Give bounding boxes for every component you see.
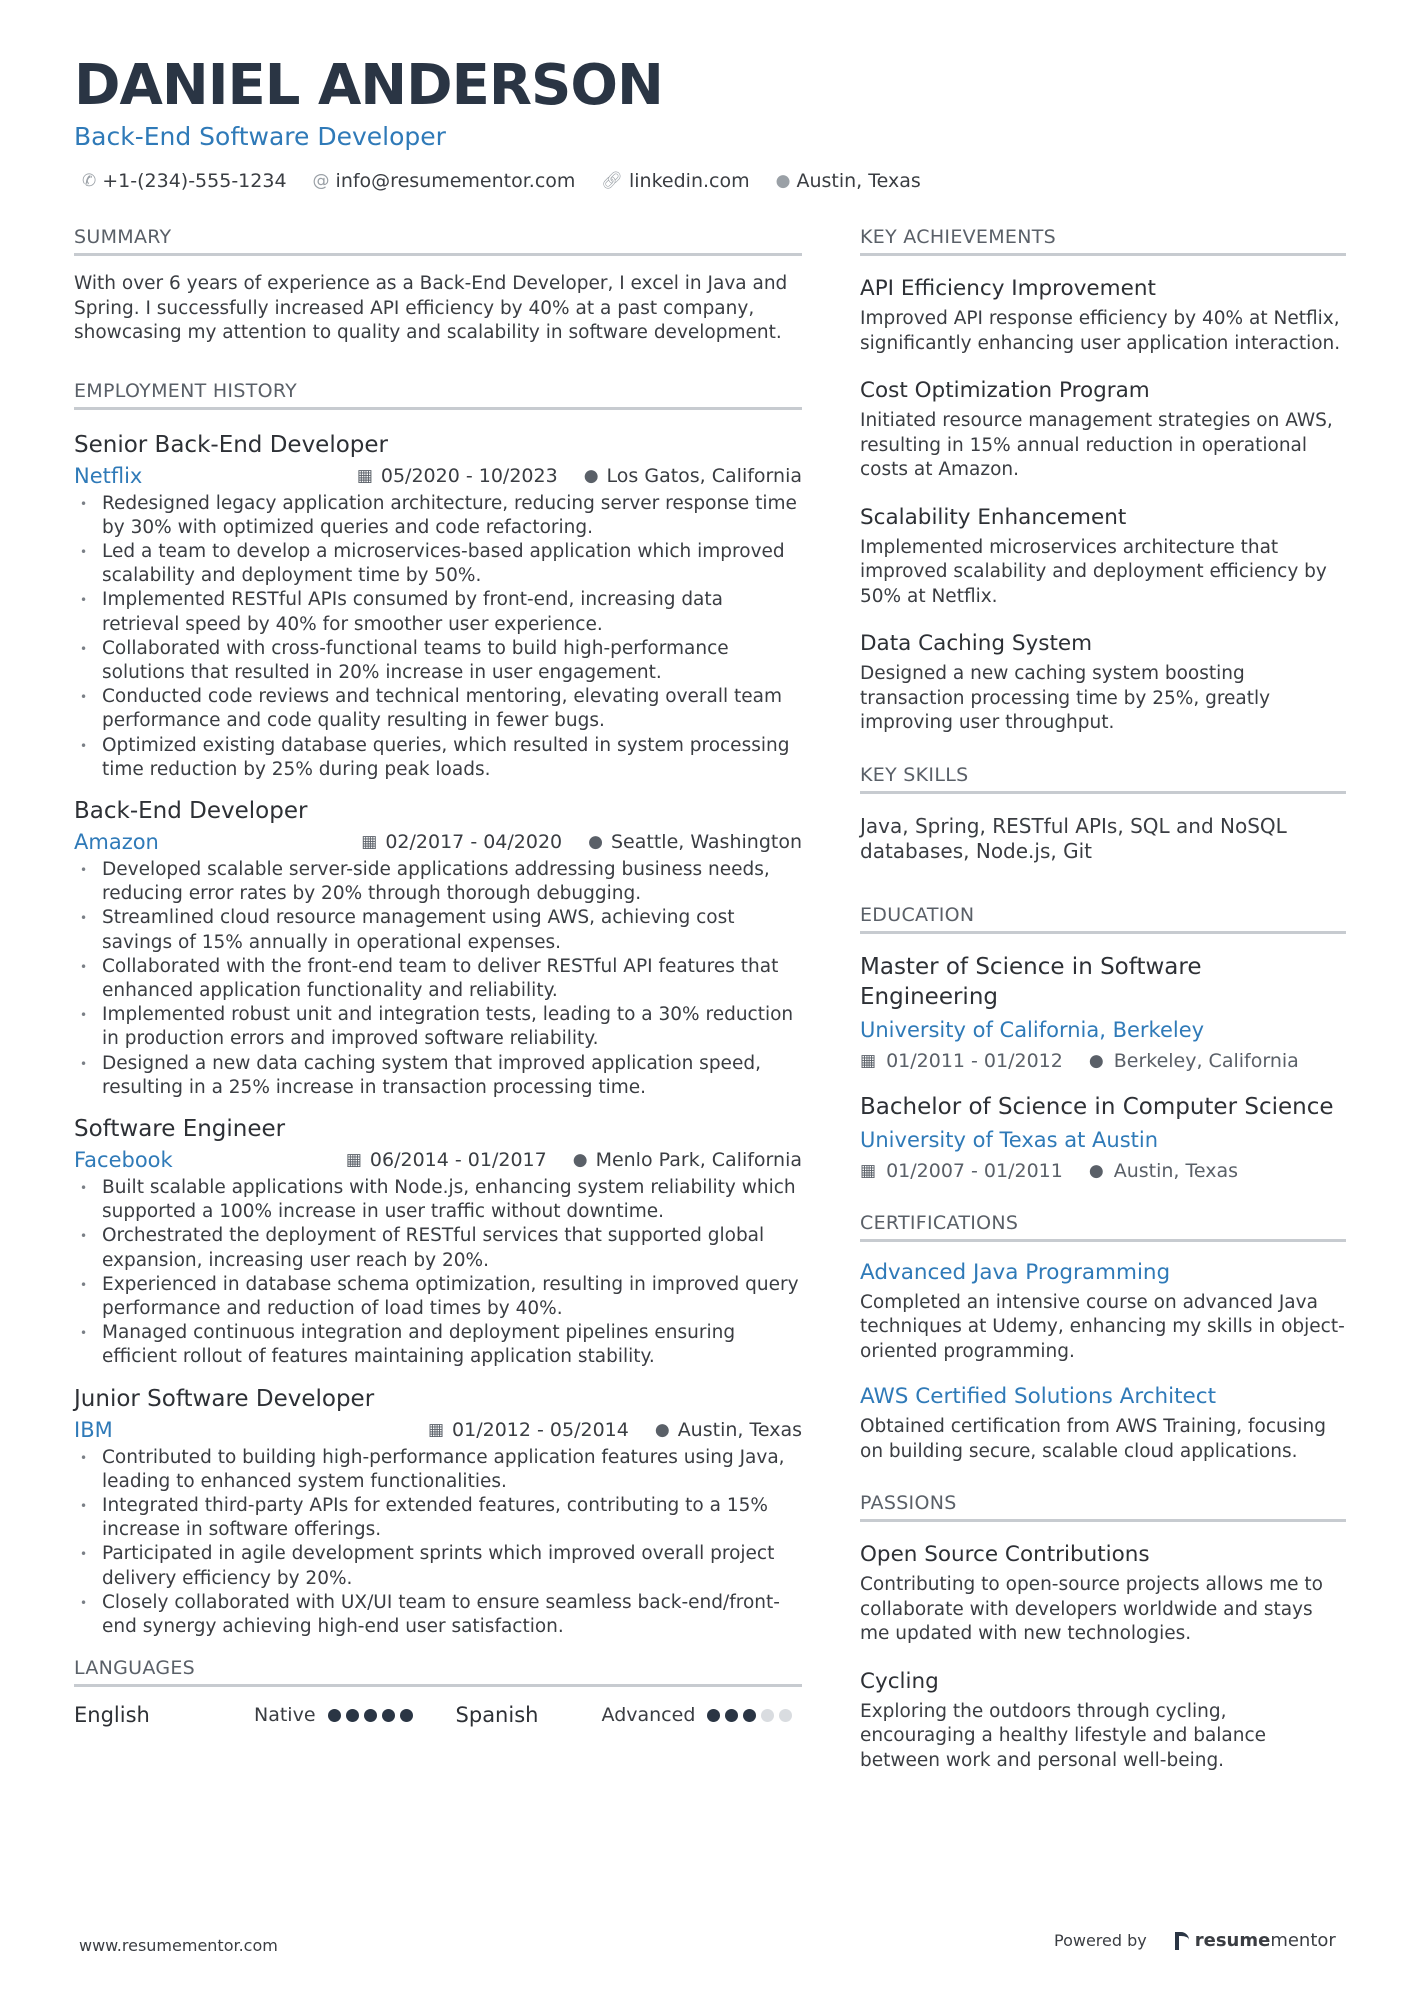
list-item: • Led a team to develop a microservices-based application which improved scalability and deployment time by 50%. (74, 540, 802, 588)
certification-item (860, 1384, 1346, 1464)
passion-title: Open Source Contributions (860, 1542, 1150, 1567)
job-entry (74, 1114, 802, 1370)
section-title: EDUCATION (860, 904, 1346, 934)
contact-linkedin[interactable] (601, 170, 749, 192)
rating-dot (761, 1709, 774, 1722)
achievement-title: API Efficiency Improvement (860, 276, 1156, 301)
language-level: Native (254, 1704, 316, 1727)
contact-bar (82, 170, 947, 192)
calendar-icon: ▦ (860, 1160, 877, 1181)
brand-rest: mentor (1270, 1930, 1336, 1951)
location-icon: ● (572, 1149, 588, 1170)
section-title: KEY SKILLS (860, 764, 1346, 794)
education-item (860, 952, 1346, 1072)
list-item: • Contributed to building high-performance application features using Java, leading to enhanced system functionalities. (74, 1446, 802, 1494)
achievement-text: Improved API response efficiency by 40% at Netflix, significantly enhancing user application interaction. (860, 308, 1341, 354)
left-column (74, 226, 802, 1761)
job-location: Austin, Texas (677, 1418, 802, 1441)
job-meta (74, 1418, 802, 1442)
education-section (860, 904, 1346, 1182)
achievement-text: Implemented microservices architecture that improved scalability and deployment efficiency by 50% at Netflix. (860, 536, 1327, 607)
education-item (860, 1092, 1346, 1182)
contact-email[interactable] (313, 170, 576, 192)
list-item: • Developed scalable server-side applications addressing business needs, reducing error rates by 20% through thorough debugging. (74, 858, 802, 906)
logo-icon (1175, 1932, 1189, 1950)
education-dates: 01/2011 - 01/2012 (886, 1049, 1063, 1072)
list-item: • Integrated third-party APIs for extended features, contributing to a 15% increase in software offerings. (74, 1494, 802, 1542)
job-dates: 05/2020 - 10/2023 (380, 464, 558, 487)
list-item: • Orchestrated the deployment of RESTful services that supported global expansion, increasing user reach by 20%. (74, 1224, 802, 1272)
summary-section (74, 226, 802, 346)
company-name: Amazon (74, 829, 159, 854)
location-icon: ● (588, 831, 603, 852)
calendar-icon: ▦ (345, 1149, 362, 1170)
degree-title: Bachelor of Science in Computer Science (860, 1093, 1334, 1120)
section-title: PASSIONS (860, 1492, 1346, 1522)
job-meta (74, 830, 802, 854)
job-title: Software Engineer (74, 1115, 286, 1142)
certification-text: Obtained certification from AWS Training, focusing on building secure, scalable cloud applications. (860, 1416, 1327, 1462)
list-item: • Streamlined cloud resource management using AWS, achieving cost savings of 15% annually in operational expenses. (74, 906, 802, 954)
list-item: • Implemented robust unit and integration tests, leading to a 30% reduction in production errors and improved software reliability. (74, 1003, 802, 1051)
school-name: University of California, Berkeley (860, 1017, 1205, 1042)
summary-text: With over 6 years of experience as a Back-End Developer, I excel in Java and Spring. I successfully increased API efficiency by 40% at a past company, showcasing my attention to quality and scalability in software development. (74, 273, 788, 343)
list-item: • Redesigned legacy application architecture, reducing server response time by 30% with optimized queries and code refactoring. (74, 492, 802, 540)
degree-title: Master of Science in Software Engineering (860, 953, 1202, 1010)
calendar-icon: ▦ (356, 465, 373, 486)
passions-section (860, 1492, 1346, 1773)
achievement-title: Cost Optimization Program (860, 378, 1150, 403)
job-meta (74, 464, 802, 488)
job-bullets (74, 1446, 802, 1640)
certification-title: AWS Certified Solutions Architect (860, 1384, 1217, 1409)
rating-dot (364, 1709, 377, 1722)
passion-item (860, 1667, 1346, 1774)
job-dates: 01/2012 - 05/2014 (452, 1418, 629, 1441)
section-title: LANGUAGES (74, 1657, 802, 1687)
certification-title: Advanced Java Programming (860, 1259, 1171, 1285)
languages-row (74, 1703, 802, 1727)
job-meta (74, 1148, 802, 1172)
list-item: • Designed a new data caching system that improved application speed, resulting in a 25% increase in transaction processing time. (74, 1052, 802, 1100)
rating-dot (328, 1709, 341, 1722)
company-name: Facebook (74, 1147, 173, 1172)
job-location: Menlo Park, California (595, 1148, 802, 1171)
job-details (361, 831, 802, 853)
location-icon: ● (583, 465, 599, 486)
job-dates: 06/2014 - 01/2017 (369, 1148, 547, 1171)
education-details (860, 1160, 1346, 1182)
location-icon: ● (775, 171, 791, 191)
section-title: KEY ACHIEVEMENTS (860, 226, 1346, 256)
rating-dot (707, 1709, 720, 1722)
rating-dot (743, 1709, 756, 1722)
list-item: • Participated in agile development sprints which improved overall project delivery efficiency by 20%. (74, 1542, 802, 1590)
list-item: • Built scalable applications with Node.js, enhancing system reliability which supported a 100% increase in user traffic without downtime. (74, 1176, 802, 1224)
language-rating (707, 1709, 797, 1722)
list-item: • Collaborated with cross-functional teams to build high-performance solutions that resulted in 20% increase in user engagement. (74, 637, 802, 685)
language-name: Spanish (455, 1703, 539, 1728)
right-column (860, 226, 1346, 1807)
brand-logo[interactable] (1175, 1930, 1336, 1951)
rating-dot (725, 1709, 738, 1722)
list-item: • Implemented RESTful APIs consumed by front-end, increasing data retrieval speed by 40% for smoother user experience. (74, 588, 802, 636)
job-title: Junior Software Developer (74, 1385, 375, 1412)
job-details (357, 465, 802, 487)
certifications-section (860, 1212, 1346, 1465)
link-icon: 🔗︎ (601, 171, 623, 191)
rating-dot (346, 1709, 359, 1722)
calendar-icon: ▦ (361, 831, 378, 852)
achievement-item (860, 629, 1346, 736)
company-name: Netflix (74, 463, 143, 488)
achievement-text: Designed a new caching system boosting transaction processing time by 25%, greatly improving user throughput. (860, 663, 1271, 733)
footer-brand (1054, 1930, 1336, 1951)
linkedin-text[interactable]: linkedin.com (629, 170, 750, 192)
list-item: • Conducted code reviews and technical mentoring, elevating overall team performance and code quality resulting in fewer bugs. (74, 685, 802, 733)
list-item: • Closely collaborated with UX/UI team to ensure seamless back-end/front-end synergy achieving high-end user satisfaction. (74, 1591, 802, 1639)
language-level: Advanced (601, 1704, 696, 1727)
job-bullets (74, 1176, 802, 1370)
phone-text: +1-(234)-555-1234 (102, 170, 287, 192)
achievement-title: Scalability Enhancement (860, 504, 1127, 530)
contact-phone (82, 170, 287, 192)
languages-section (74, 1657, 802, 1727)
job-title: Senior Back-End Developer (74, 431, 389, 458)
job-location: Seattle, Washington (611, 830, 802, 853)
list-item: • Optimized existing database queries, which resulted in system processing time reduction by 25% during peak loads. (74, 734, 802, 782)
section-title: EMPLOYMENT HISTORY (74, 380, 802, 410)
passion-text: Contributing to open-source projects allows me to collaborate with developers worldwide and stays me updated with new technologies. (860, 1574, 1323, 1644)
rating-dot (400, 1709, 413, 1722)
language-rating (328, 1709, 418, 1722)
section-title: CERTIFICATIONS (860, 1212, 1346, 1242)
powered-by-text: Powered by (1054, 1931, 1147, 1950)
list-item: • Managed continuous integration and deployment pipelines ensuring efficient rollout of features maintaining application stability. (74, 1321, 802, 1369)
email-text[interactable]: info@resumementor.com (335, 170, 576, 192)
location-icon: ● (1088, 1160, 1104, 1181)
job-entry (74, 430, 802, 782)
rating-dot (382, 1709, 395, 1722)
employment-section (74, 380, 802, 1640)
candidate-name: DANIEL ANDERSON (74, 53, 663, 118)
education-dates: 01/2007 - 01/2011 (886, 1159, 1063, 1182)
job-details (346, 1149, 802, 1171)
certification-item (860, 1260, 1346, 1365)
list-item: • Experienced in database schema optimization, resulting in improved query performance and reduction of load times by 40%. (74, 1273, 802, 1321)
achievement-item (860, 376, 1346, 483)
job-bullets (74, 858, 802, 1100)
at-icon: @ (312, 171, 330, 191)
location-icon: ● (654, 1419, 670, 1440)
passion-text: Exploring the outdoors through cycling, encouraging a healthy lifestyle and balance between work and personal well-being. (860, 1700, 1267, 1771)
location-icon: ● (1088, 1050, 1104, 1071)
achievements-section (860, 226, 1346, 736)
education-location: Austin, Texas (1113, 1159, 1239, 1182)
brand-bold: resume (1194, 1930, 1271, 1951)
job-location: Los Gatos, California (606, 464, 802, 487)
list-item: • Collaborated with the front-end team to deliver RESTful API features that enhanced application functionality and reliability. (74, 955, 802, 1003)
skills-section (860, 764, 1346, 864)
calendar-icon: ▦ (860, 1050, 877, 1071)
skills-text: Java, Spring, RESTful APIs, SQL and NoSQL databases, Node.js, Git (860, 813, 1287, 863)
candidate-role: Back-End Software Developer (74, 122, 446, 151)
rating-dot (779, 1709, 792, 1722)
achievement-item (860, 274, 1346, 356)
achievement-title: Data Caching System (860, 631, 1093, 656)
job-entry (74, 1384, 802, 1640)
job-bullets (74, 492, 802, 782)
education-details (860, 1050, 1346, 1072)
contact-location (776, 170, 921, 192)
location-text: Austin, Texas (796, 170, 921, 192)
school-name: University of Texas at Austin (860, 1127, 1159, 1152)
job-title: Back-End Developer (74, 797, 308, 824)
certification-text: Completed an intensive course on advanced Java techniques at Udemy, enhancing my skills in object-oriented programming. (860, 1291, 1345, 1362)
section-title: SUMMARY (74, 226, 802, 256)
passion-item (860, 1540, 1346, 1647)
achievement-text: Initiated resource management strategies on AWS, resulting in 15% annual reduction in operational costs at Amazon. (860, 410, 1333, 480)
job-entry (74, 796, 802, 1100)
education-location: Berkeley, California (1113, 1049, 1299, 1072)
passion-title: Cycling (860, 1668, 939, 1694)
job-dates: 02/2017 - 04/2020 (385, 830, 563, 853)
company-name: IBM (74, 1417, 113, 1442)
language-name: English (74, 1703, 150, 1728)
achievement-item (860, 503, 1346, 610)
job-details (428, 1419, 802, 1441)
phone-icon: ✆ (82, 171, 97, 191)
footer-website[interactable]: www.resumementor.com (79, 1936, 278, 1955)
calendar-icon: ▦ (427, 1419, 445, 1440)
